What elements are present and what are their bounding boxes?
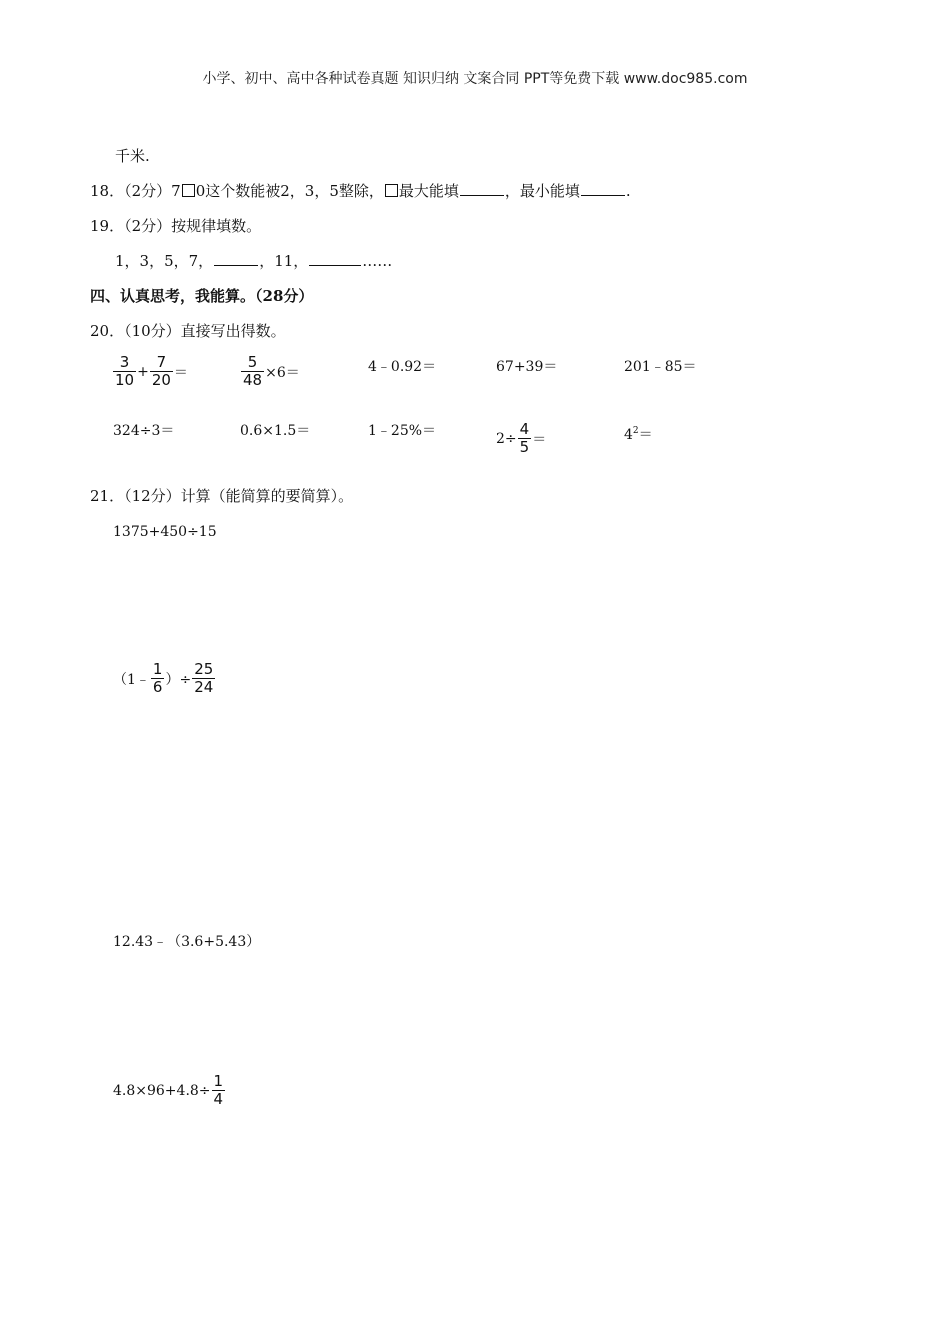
q18-middle: 0这个数能被2，3，5整除， — [195, 182, 384, 200]
q19-seq-mid: ，11， — [259, 252, 309, 270]
equals-sign: ＝ — [638, 427, 653, 443]
fraction-25-24: $\frac{25}{24}$ — [194, 660, 214, 696]
fraction-4-5: $\frac{4}{5}$ — [519, 420, 530, 456]
q19-blank-1[interactable] — [214, 251, 258, 266]
q21-calc-4 — [113, 1073, 226, 1108]
q20-expr-3: 4﹣0.92＝ — [368, 359, 437, 375]
q20-expr-9 — [496, 421, 546, 456]
q21-calc-4-pre: 4.8×96+4.8÷ — [113, 1082, 211, 1099]
q18-min-text: 最小能填 — [519, 182, 580, 200]
q18-max-blank[interactable] — [460, 181, 504, 196]
q18-max-text: 最大能填 — [398, 182, 459, 200]
q20-expr-4: 67+39＝ — [496, 359, 558, 375]
question-18 — [90, 181, 631, 201]
fraction-1-6: $\frac{1}{6}$ — [152, 660, 163, 696]
q20-expr-5: 201﹣85＝ — [624, 359, 697, 375]
q18-prefix: 18．（2分）7 — [90, 182, 181, 200]
question-19-title: 19．（2分）按规律填数。 — [90, 217, 262, 235]
plus-sign: + — [137, 363, 149, 380]
q18-end: . — [625, 182, 631, 200]
q21-calc-2-mid: ）÷ — [165, 671, 192, 688]
q21-calc-3: 12.43﹣（3.6+5.43） — [113, 934, 261, 950]
power-exponent: 2 — [632, 426, 639, 436]
question-19-sequence — [115, 251, 392, 271]
power-base: 4 — [624, 427, 633, 443]
q19-seq-end: …… — [362, 252, 393, 270]
q20-expr-6: 324÷3＝ — [113, 423, 175, 439]
question-20-title: 20．（10分）直接写出得数。 — [90, 322, 286, 340]
question-21-title: 21．（12分）计算（能简算的要简算）。 — [90, 487, 354, 505]
q21-calc-2 — [113, 661, 216, 696]
q20-expr-2-rest: ×6＝ — [265, 364, 300, 381]
q18-min-blank[interactable] — [581, 181, 625, 196]
digit-box-icon — [385, 184, 398, 197]
section-4-title: 四、认真思考，我能算。（28分） — [90, 287, 314, 305]
q20-expr-2 — [240, 354, 300, 389]
q20-expr-9-pre: 2÷ — [496, 430, 517, 447]
q20-expr-10 — [624, 421, 653, 445]
q21-calc-2-pre: （1﹣ — [113, 671, 150, 688]
q19-blank-2[interactable] — [309, 251, 361, 266]
equals-sign: ＝ — [173, 364, 188, 381]
fraction-7-20: $\frac{7}{20}$ — [151, 353, 171, 389]
q21-calc-1: 1375+450÷15 — [113, 524, 217, 540]
fraction-3-10: $\frac{3}{10}$ — [115, 353, 135, 389]
q18-comma: ， — [504, 182, 520, 200]
page-header: 小学、初中、高中各种试卷真题 知识归纳 文案合同 PPT等免费下载 www.doc985.com — [202, 71, 748, 87]
fraction-1-4: $\frac{1}{4}$ — [213, 1072, 224, 1108]
q19-seq-start: 1，3，5，7， — [115, 252, 214, 270]
digit-box-icon — [182, 184, 195, 197]
q20-expr-1 — [112, 354, 188, 389]
q20-expr-8: 1﹣25%＝ — [368, 423, 437, 439]
fraction-5-48: $\frac{5}{48}$ — [243, 353, 263, 389]
equals-sign: ＝ — [532, 431, 547, 448]
q20-expr-7: 0.6×1.5＝ — [240, 423, 311, 439]
continuation-text: 千米. — [115, 147, 150, 165]
